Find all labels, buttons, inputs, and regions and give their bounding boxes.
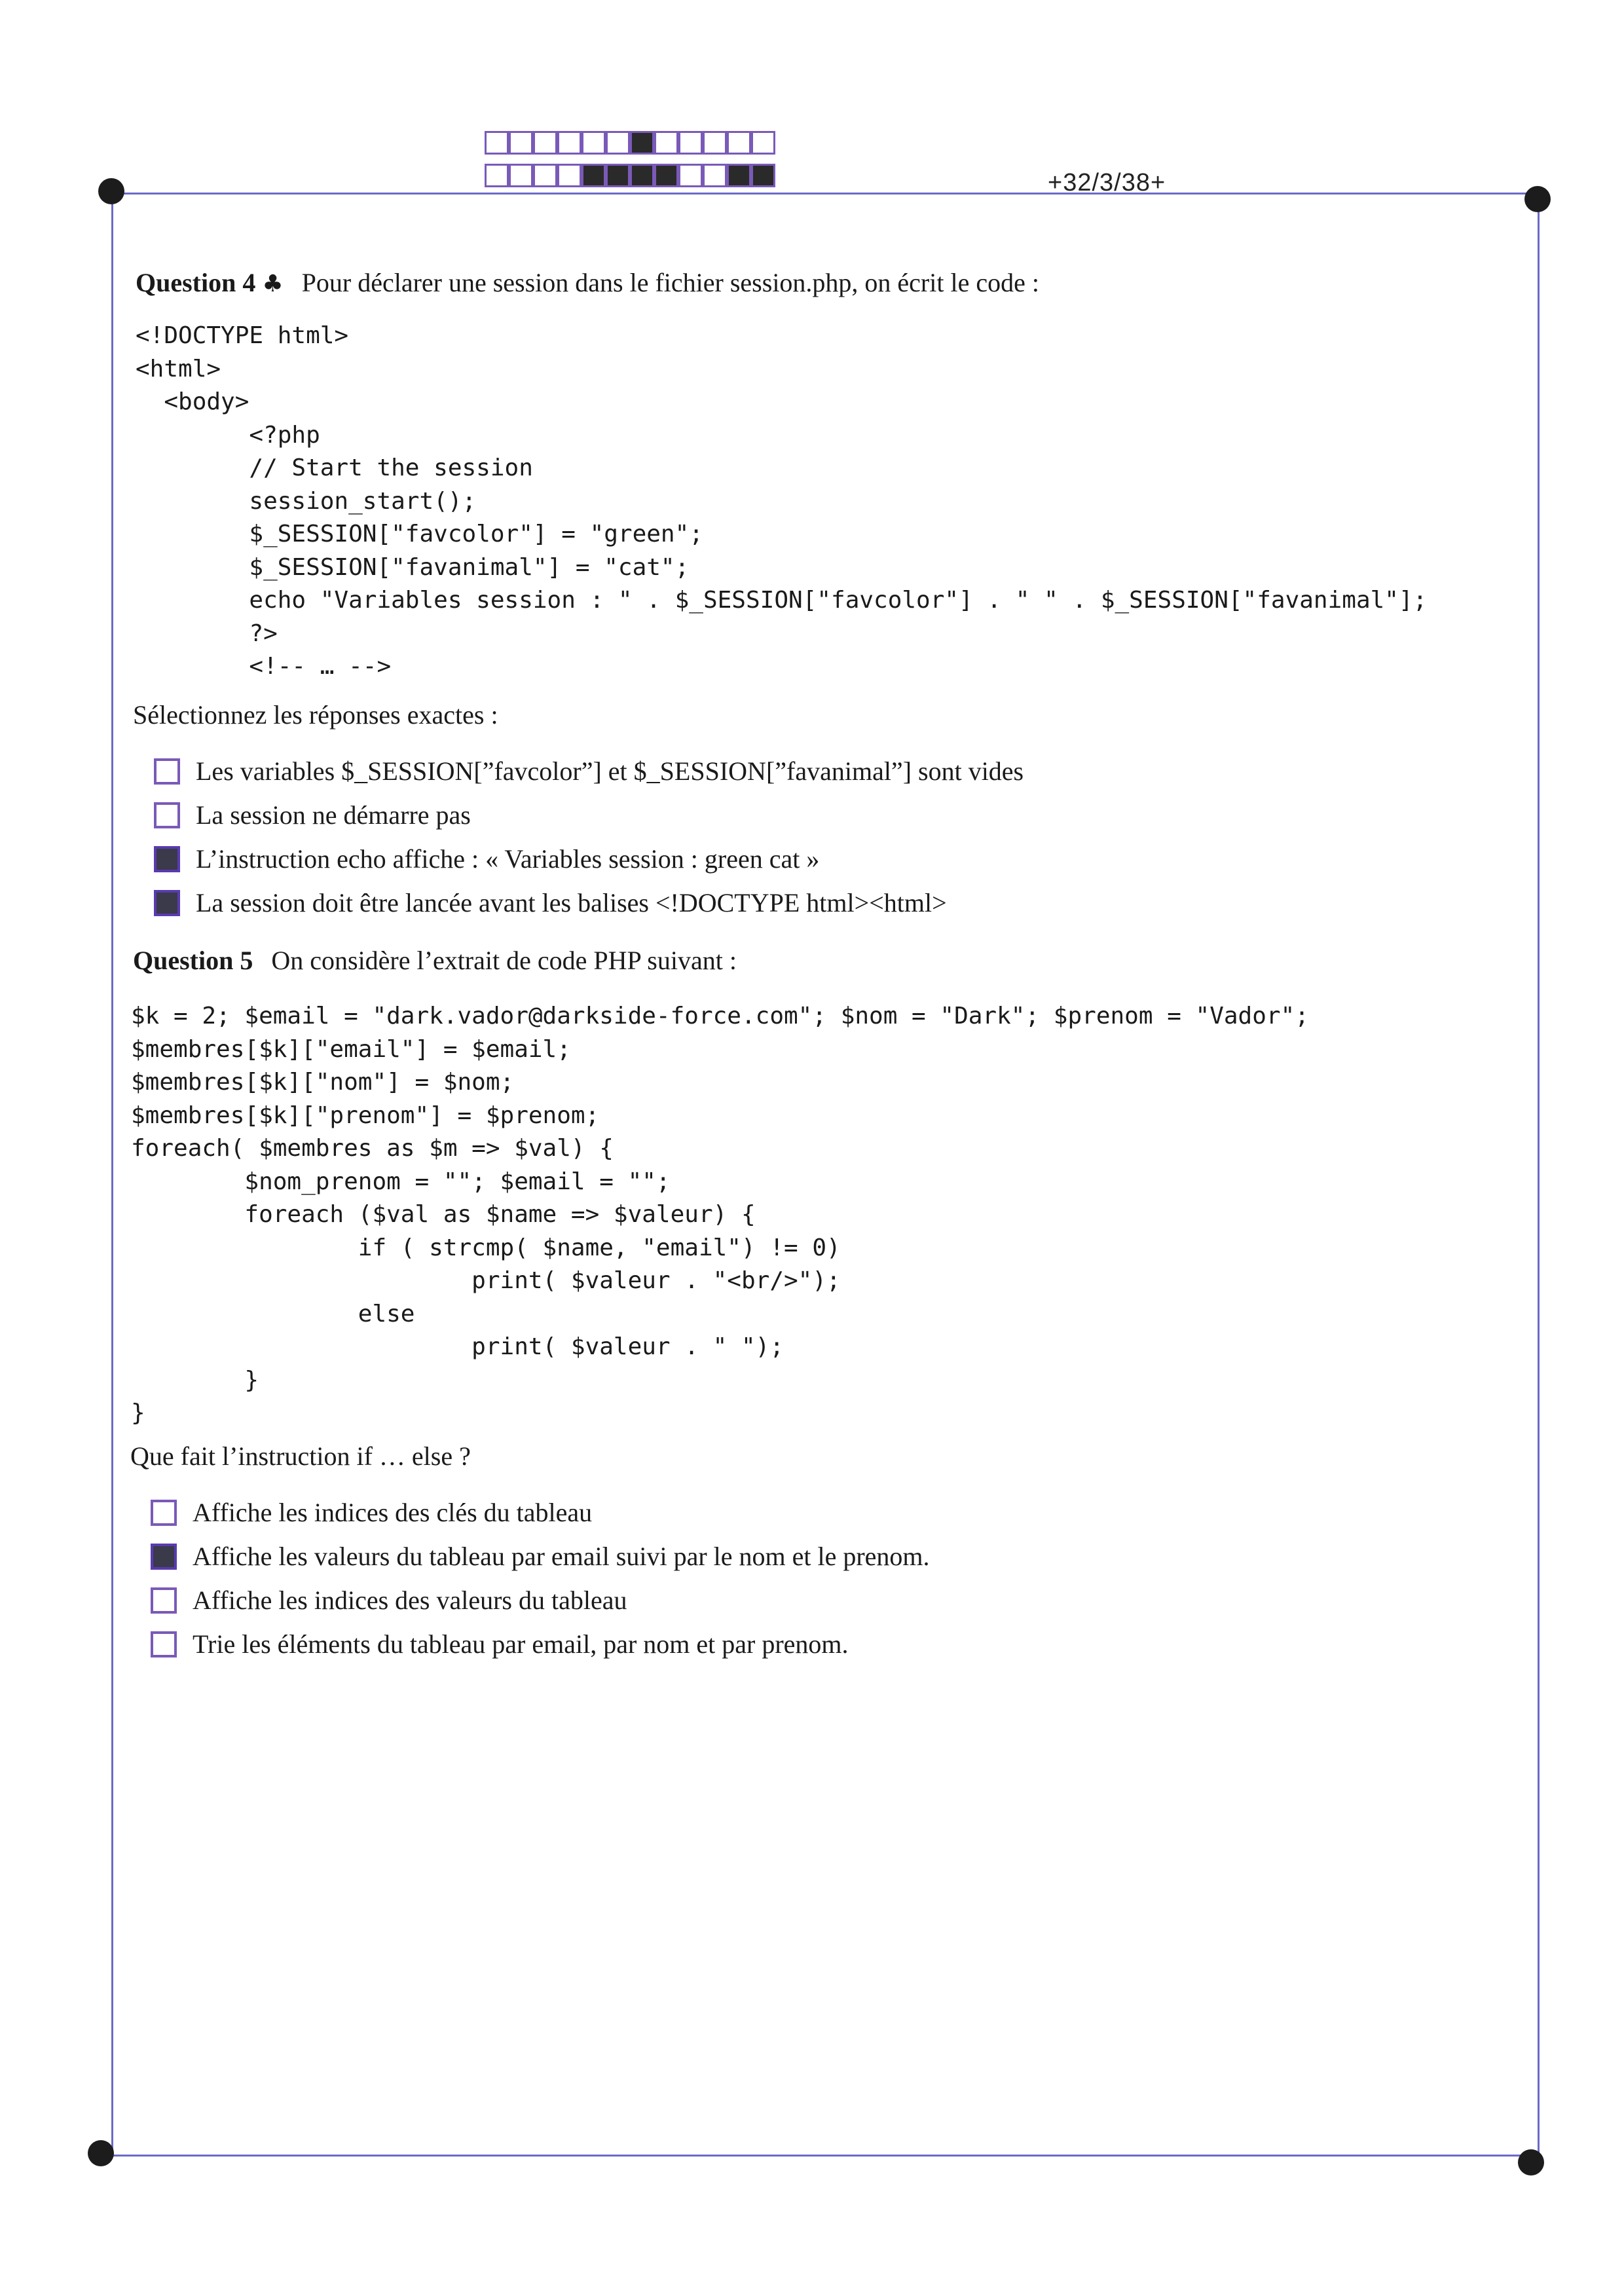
- question-5-label: Question 5: [133, 946, 253, 975]
- binary-id-box: [630, 164, 654, 187]
- page-id: +32/3/38+: [1048, 169, 1166, 196]
- answer-label: Affiche les indices des valeurs du tableau: [193, 1585, 627, 1615]
- answer-checkbox[interactable]: [154, 758, 180, 785]
- answer-label: Affiche les indices des clés du tableau: [193, 1498, 593, 1527]
- answer-label: La session ne démarre pas: [196, 800, 471, 830]
- question-5-heading: [133, 945, 737, 976]
- question-5-prompt: Que fait l’instruction if … else ?: [130, 1441, 471, 1471]
- question-4-heading: [136, 267, 1039, 298]
- answer-option[interactable]: [154, 749, 1024, 793]
- binary-id-box: [533, 131, 557, 155]
- binary-id-box: [533, 164, 557, 187]
- question-5-text: On considère l’extrait de code PHP suivant :: [271, 946, 737, 975]
- corner-mark-bottom-right: [1518, 2149, 1544, 2176]
- binary-id-box: [727, 164, 751, 187]
- binary-id-box: [557, 131, 581, 155]
- question-4-answers: [154, 749, 1024, 925]
- binary-id-box: [557, 164, 581, 187]
- corner-mark-bottom-left: [88, 2140, 114, 2166]
- binary-id-box: [678, 164, 703, 187]
- binary-id-box: [509, 164, 533, 187]
- binary-id-box: [606, 164, 630, 187]
- binary-id-box: [581, 131, 606, 155]
- binary-id-box: [485, 164, 509, 187]
- binary-id-box: [654, 164, 678, 187]
- answer-checkbox[interactable]: [151, 1587, 177, 1614]
- answer-label: Les variables $_SESSION[”favcolor”] et $_SESSION[”favanimal”] sont vides: [196, 756, 1024, 786]
- question-5-code: $k = 2; $email = "dark.vador@darkside-force.com"; $nom = "Dark"; $prenom = "Vador"; $membres[$k]["email"] = $email; $membres[$k]["nom"] = $nom; $membres[$k]["prenom"] = $prenom; foreach( $membres as $m => $val) { $nom_prenom = ""; $email = ""; foreach ($val as $name => $valeur) { if ( strcmp( $name, "email") != 0) print( $valeur . "<br/>"); else print( $valeur . " "); } }: [131, 1003, 1309, 1426]
- frame-bottom: [101, 2155, 1529, 2157]
- corner-mark-top-right: [1524, 186, 1551, 212]
- answer-label: Trie les éléments du tableau par email, par nom et par prenom.: [193, 1629, 849, 1659]
- frame-top: [111, 193, 1539, 194]
- answer-label: L’instruction echo affiche : « Variables session : green cat »: [196, 844, 820, 874]
- question-4-label: Question 4 ♣: [136, 268, 284, 297]
- binary-id-box: [727, 131, 751, 155]
- corner-mark-top-left: [98, 178, 124, 204]
- answer-checkbox[interactable]: [151, 1500, 177, 1526]
- answer-checkbox[interactable]: [154, 846, 180, 872]
- answer-checkbox[interactable]: [151, 1544, 177, 1570]
- answer-label: Affiche les valeurs du tableau par email suivi par le nom et le prenom.: [193, 1542, 930, 1571]
- binary-id-box: [606, 131, 630, 155]
- answer-option[interactable]: [154, 837, 1024, 881]
- binary-id-row-2: [485, 164, 799, 190]
- answer-checkbox[interactable]: [154, 890, 180, 916]
- binary-id-box: [678, 131, 703, 155]
- club-icon: ♣: [262, 270, 284, 297]
- binary-id-row-1: [485, 131, 799, 157]
- binary-id-box: [485, 131, 509, 155]
- answer-option[interactable]: [151, 1578, 930, 1622]
- binary-id-box: [509, 131, 533, 155]
- frame-right: [1538, 193, 1540, 2157]
- question-4-text: Pour déclarer une session dans le fichier session.php, on écrit le code :: [301, 268, 1039, 297]
- binary-id-box: [703, 131, 727, 155]
- answer-checkbox[interactable]: [154, 802, 180, 828]
- binary-id-box: [751, 164, 775, 187]
- binary-id-box: [630, 131, 654, 155]
- answer-label: La session doit être lancée avant les balises <!DOCTYPE html><html>: [196, 888, 947, 917]
- answer-option[interactable]: [154, 793, 1024, 837]
- binary-id-box: [654, 131, 678, 155]
- question-4-prompt: Sélectionnez les réponses exactes :: [133, 700, 498, 730]
- answer-option[interactable]: [151, 1491, 930, 1534]
- answer-option[interactable]: [151, 1622, 930, 1666]
- binary-id-box: [751, 131, 775, 155]
- answer-option[interactable]: [151, 1534, 930, 1578]
- binary-id-box: [703, 164, 727, 187]
- question-5-answers: [151, 1491, 930, 1666]
- binary-id-box: [581, 164, 606, 187]
- question-4-code: <!DOCTYPE html> <html> <body> <?php // Start the session session_start(); $_SESSION["favcolor"] = "green"; $_SESSION["favanimal"] = "cat"; echo "Variables session : " . $_SESSION["favcolor"] . " " . $_SESSION["favanimal"]; ?> <!-- … -->: [136, 322, 1428, 680]
- answer-checkbox[interactable]: [151, 1631, 177, 1657]
- answer-option[interactable]: [154, 881, 1024, 925]
- frame-left: [111, 193, 113, 2155]
